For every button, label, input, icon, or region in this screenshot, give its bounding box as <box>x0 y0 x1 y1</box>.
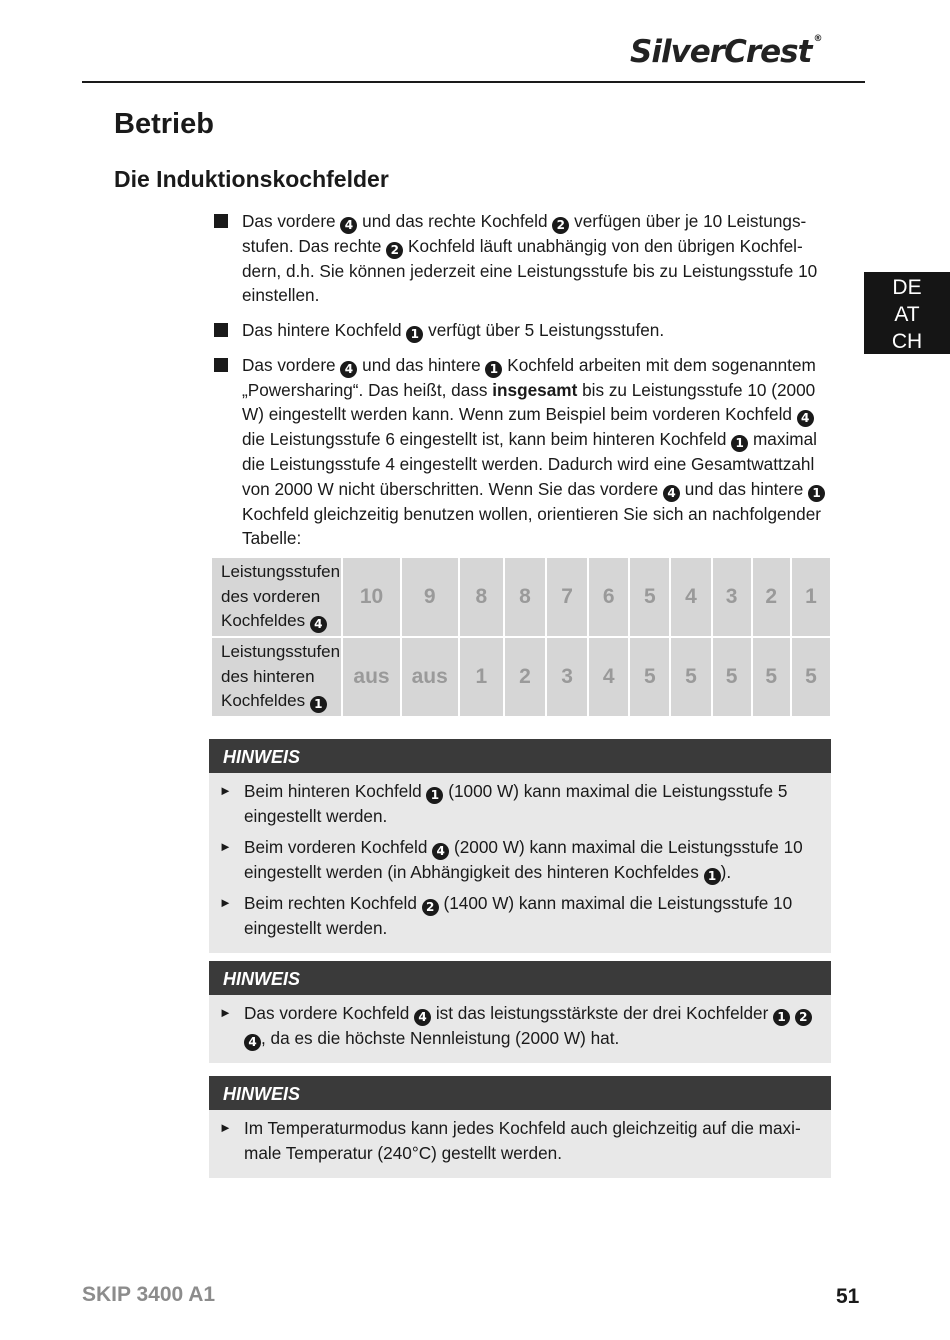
level-cell: 8 <box>459 557 504 637</box>
number-1-icon: 1 <box>808 485 825 502</box>
arrow-right-icon: ► <box>219 783 232 798</box>
arrow-right-icon: ► <box>219 1005 232 1020</box>
power-level-table <box>210 556 832 718</box>
number-1-icon: 1 <box>310 696 327 713</box>
level-cell: aus <box>401 637 459 717</box>
note-box <box>209 961 831 1063</box>
lang-at: AT <box>894 303 920 326</box>
model-name: SKIP 3400 A1 <box>82 1283 216 1306</box>
registered-mark: ® <box>813 34 822 44</box>
number-1-icon: 1 <box>704 868 721 885</box>
level-cell: 5 <box>629 557 670 637</box>
level-cell: aus <box>342 637 400 717</box>
note-item: ► Beim rechten Kochfeld 2 (1400 W) kann maximal die Leistungsstufe 10 eingestellt werden. <box>219 892 793 938</box>
note-item: ► Im Temperaturmodus kann jedes Kochfeld auch gleichzeitig auf die maxi-male Temperatur (240°C) gestellt werden. <box>219 1118 801 1163</box>
level-cell: 5 <box>670 637 711 717</box>
number-4-icon: 4 <box>414 1009 431 1026</box>
table-row <box>211 557 831 637</box>
level-cell: 5 <box>712 637 752 717</box>
number-2-icon: 2 <box>422 899 439 916</box>
level-cell: 5 <box>629 637 670 717</box>
number-4-icon: 4 <box>797 410 814 427</box>
brand-name: SilverCrest <box>630 34 812 70</box>
language-tab <box>864 272 950 354</box>
note-box <box>209 1076 831 1178</box>
square-bullet-icon <box>214 214 228 228</box>
note-body <box>209 995 831 1063</box>
level-cell: 1 <box>459 637 504 717</box>
bullet-item: Das hintere Kochfeld 1 verfügt über 5 Leistungsstufen. <box>214 318 826 343</box>
level-cell: 2 <box>752 557 791 637</box>
note-body <box>209 773 831 953</box>
number-1-icon: 1 <box>406 326 423 343</box>
lang-ch: CH <box>891 330 923 353</box>
level-cell: 9 <box>401 557 459 637</box>
square-bullet-icon <box>214 358 228 372</box>
note-title: HINWEIS <box>209 961 831 995</box>
note-item: ► Das vordere Kochfeld 4 ist das leistungsstärkste der drei Kochfelder 1 2 4 , da es die höchste Nennleistung (2000 W) hat. <box>219 1001 819 1051</box>
header-rule <box>82 81 865 83</box>
table-row <box>211 637 831 717</box>
level-cell: 5 <box>791 637 831 717</box>
section-title: Die Induktionskochfelder <box>114 166 389 192</box>
number-4-icon: 4 <box>432 843 449 860</box>
note-item: ► Beim vorderen Kochfeld 4 (2000 W) kann maximal die Leistungsstufe 10 eingestellt werden (in Abhängigkeit des hinteren Kochfeldes 1 ). <box>219 836 803 883</box>
brand-logo <box>630 34 860 70</box>
arrow-right-icon: ► <box>219 1120 232 1135</box>
number-1-icon: 1 <box>731 435 748 452</box>
number-2-icon: 2 <box>386 242 403 259</box>
arrow-right-icon: ► <box>219 838 232 854</box>
note-body <box>209 1110 831 1178</box>
bullet-item: Das vordere 4 und das rechte Kochfeld 2 verfügen über je 10 Leistungs-stufen. Das rechte 2 Kochfeld läuft unabhängig von den übrigen Kochfel-dern, d.h. Sie können jederzeit eine Leistungsstufe bis zu Leistungsstufe 10 einstellen. <box>214 209 826 308</box>
number-1-icon: 1 <box>773 1009 790 1026</box>
bullet-item: Das vordere 4 und das hintere 1 Kochfeld arbeiten mit dem sogenanntem „Powersharing“. Das heißt, dass insgesamt bis zu Leistungsstufe 10 (2000 W) eingestellt werden kann. Wenn zum Beispiel beim vorderen Kochfeld 4 die Leistungsstufe 6 eingestellt ist, kann beim hinteren Kochfeld 1 maximal die Leistungsstufe 4 eingestellt werden. Dadurch wird eine Gesamtwattzahl von 2000 W nicht überschritten. Wenn Sie das vordere 4 und das hintere 1 Kochfeld gleichzeitig benutzen wollen, orientieren Sie sich an nachfolgender Tabelle: <box>214 353 826 551</box>
number-2-icon: 2 <box>795 1009 812 1026</box>
level-cell: 10 <box>342 557 400 637</box>
level-cell: 7 <box>546 557 588 637</box>
row-label: Leistungsstufen des vorderen Kochfeldes 4 <box>211 557 342 637</box>
level-cell: 4 <box>588 637 629 717</box>
row-label: Leistungsstufen des hinteren Kochfeldes 1 <box>211 637 342 717</box>
note-item: ► Beim hinteren Kochfeld 1 (1000 W) kann maximal die Leistungsstufe 5 eingestellt werden. <box>219 781 788 826</box>
number-2-icon: 2 <box>552 217 569 234</box>
level-cell: 3 <box>712 557 752 637</box>
level-cell: 3 <box>546 637 588 717</box>
emphasis-text: insgesamt <box>492 379 578 400</box>
number-4-icon: 4 <box>340 361 357 378</box>
square-bullet-icon <box>214 323 228 337</box>
level-cell: 8 <box>504 557 546 637</box>
number-4-icon: 4 <box>244 1034 261 1051</box>
level-cell: 1 <box>791 557 831 637</box>
note-title: HINWEIS <box>209 1076 831 1110</box>
lang-de: DE <box>892 276 922 299</box>
arrow-right-icon: ► <box>219 894 232 910</box>
number-4-icon: 4 <box>340 217 357 234</box>
level-cell: 2 <box>504 637 546 717</box>
number-4-icon: 4 <box>663 485 680 502</box>
number-1-icon: 1 <box>485 361 502 378</box>
number-1-icon: 1 <box>426 787 443 804</box>
page-title: Betrieb <box>114 108 214 140</box>
level-cell: 5 <box>752 637 791 717</box>
level-cell: 4 <box>670 557 711 637</box>
number-4-icon: 4 <box>310 616 327 633</box>
page-number: 51 <box>836 1285 860 1308</box>
level-cell: 6 <box>588 557 629 637</box>
bullet-list <box>214 209 826 560</box>
note-title: HINWEIS <box>209 739 831 773</box>
note-box <box>209 739 831 953</box>
